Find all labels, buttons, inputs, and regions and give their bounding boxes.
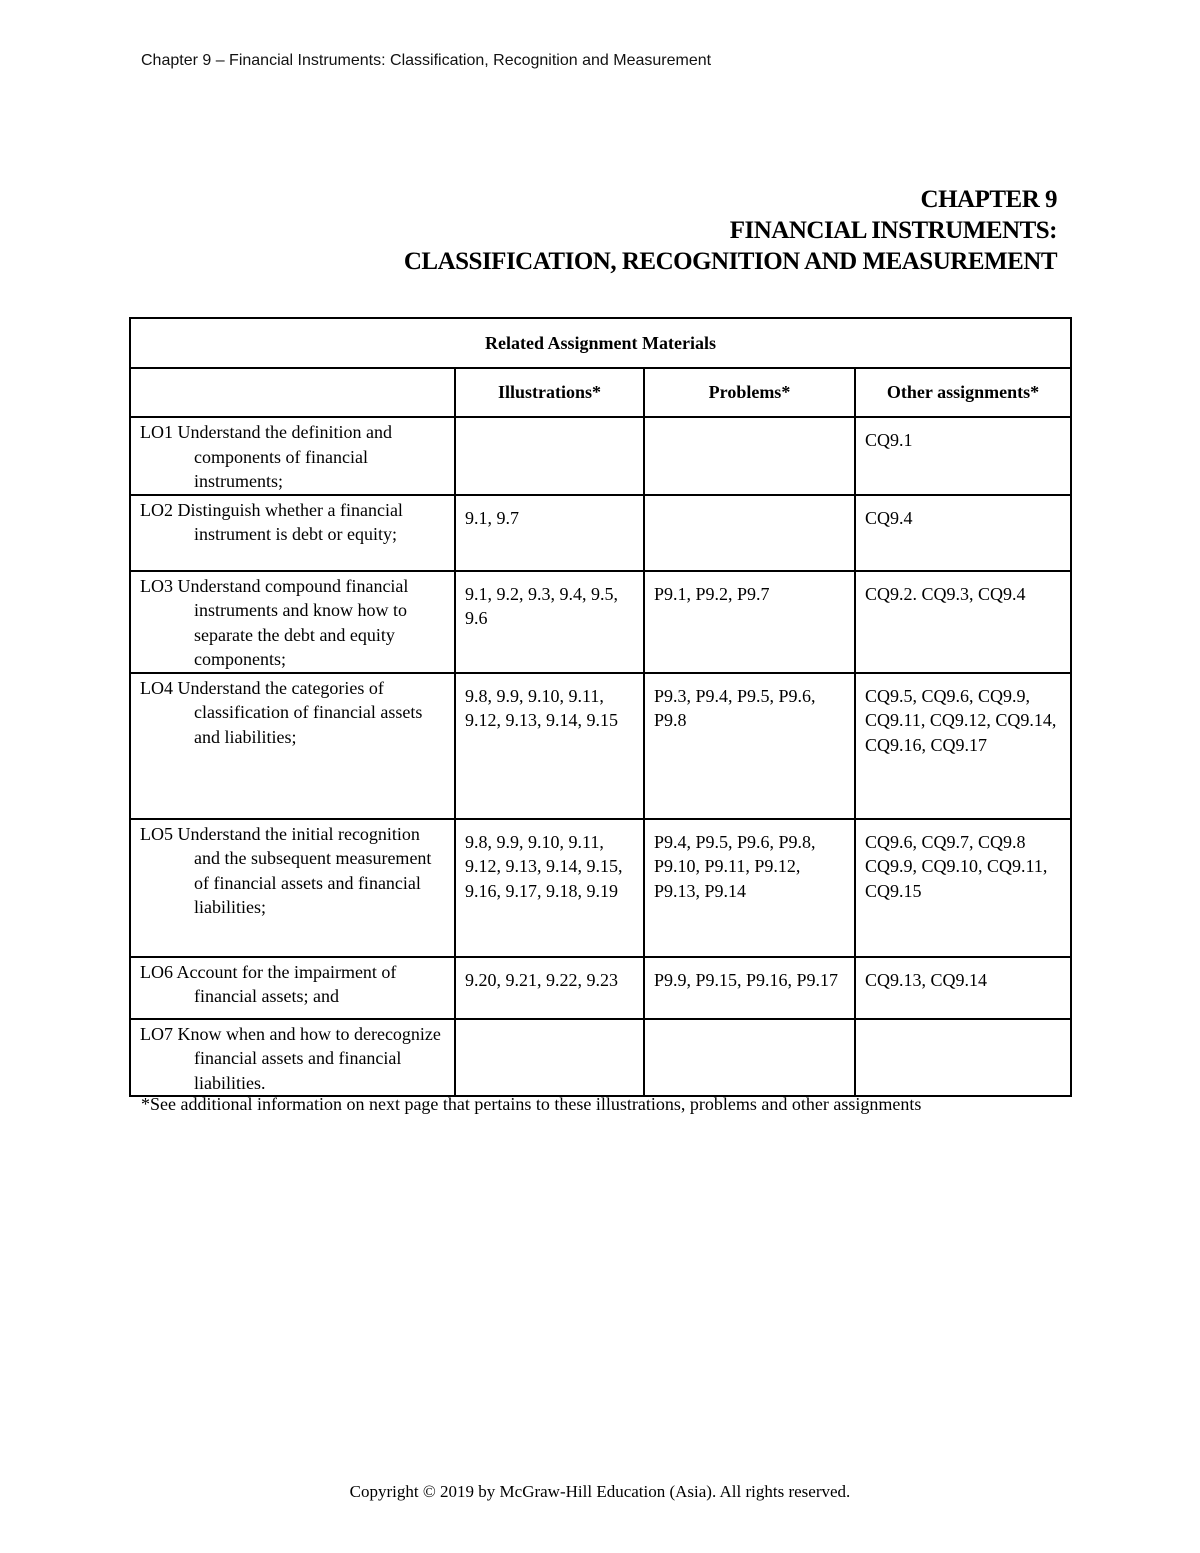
problems-cell: P9.4, P9.5, P9.6, P9.8, P9.10, P9.11, P9.12, P9.13, P9.14 bbox=[644, 819, 855, 957]
learning-objective-cell bbox=[130, 1019, 455, 1097]
problems-cell: P9.9, P9.15, P9.16, P9.17 bbox=[644, 957, 855, 1019]
table-row bbox=[130, 417, 1071, 495]
column-header-other-assignments: Other assignments* bbox=[855, 368, 1071, 417]
learning-objective-cell bbox=[130, 957, 455, 1019]
column-header-illustrations: Illustrations* bbox=[455, 368, 644, 417]
learning-objective-cell bbox=[130, 673, 455, 819]
problems-cell bbox=[644, 417, 855, 495]
illustrations-cell: 9.20, 9.21, 9.22, 9.23 bbox=[455, 957, 644, 1019]
learning-objective-text: LO3 Understand compound financial instruments and know how to separate the debt and equity components; bbox=[140, 575, 409, 669]
illustrations-cell: 9.8, 9.9, 9.10, 9.11, 9.12, 9.13, 9.14, 9.15 bbox=[455, 673, 644, 819]
learning-objective-text: LO6 Account for the impairment of financial assets; and bbox=[140, 961, 397, 1006]
copyright-notice: Copyright © 2019 by McGraw-Hill Education (Asia). All rights reserved. bbox=[349, 1482, 851, 1501]
chapter-title-block bbox=[404, 184, 1057, 277]
running-header: Chapter 9 – Financial Instruments: Classification, Recognition and Measurement bbox=[141, 52, 712, 69]
problems-cell bbox=[644, 1019, 855, 1097]
illustrations-cell: 9.1, 9.7 bbox=[455, 495, 644, 571]
problems-cell bbox=[644, 495, 855, 571]
learning-objective-text: LO1 Understand the definition and components of financial instruments; bbox=[140, 422, 392, 491]
table-caption: Related Assignment Materials bbox=[130, 318, 1071, 368]
learning-objective-cell bbox=[130, 495, 455, 571]
chapter-number: CHAPTER 9 bbox=[920, 186, 1057, 213]
table-row bbox=[130, 673, 1071, 819]
learning-objective-text: LO5 Understand the initial recognition and the subsequent measurement of financial assets and financial liabilities; bbox=[140, 823, 432, 917]
table-row bbox=[130, 571, 1071, 673]
illustrations-cell bbox=[455, 417, 644, 495]
learning-objective-cell bbox=[130, 571, 455, 673]
column-header-problems: Problems* bbox=[644, 368, 855, 417]
column-header-row bbox=[130, 368, 1071, 417]
learning-objective-cell bbox=[130, 819, 455, 957]
table-row bbox=[130, 957, 1071, 1019]
table-footnote: *See additional information on next page that pertains to these illustrations, problems and other assignments bbox=[141, 1094, 922, 1114]
table-row bbox=[130, 819, 1071, 957]
illustrations-cell: 9.1, 9.2, 9.3, 9.4, 9.5, 9.6 bbox=[455, 571, 644, 673]
chapter-title-line-1: FINANCIAL INSTRUMENTS: bbox=[729, 217, 1057, 244]
learning-objective-text: LO4 Understand the categories of classification of financial assets and liabilities; bbox=[140, 677, 423, 747]
other-assignments-cell: CQ9.4 bbox=[855, 495, 1071, 571]
related-assignment-materials-table bbox=[129, 317, 1072, 1097]
illustrations-cell: 9.8, 9.9, 9.10, 9.11, 9.12, 9.13, 9.14, 9.15, 9.16, 9.17, 9.18, 9.19 bbox=[455, 819, 644, 957]
table-row bbox=[130, 1019, 1071, 1097]
learning-objective-text: LO7 Know when and how to derecognize financial assets and financial liabilities. bbox=[140, 1023, 441, 1093]
column-header-objective bbox=[130, 368, 455, 417]
other-assignments-cell bbox=[855, 1019, 1071, 1097]
learning-objective-cell bbox=[130, 417, 455, 495]
table-row bbox=[130, 495, 1071, 571]
other-assignments-cell: CQ9.5, CQ9.6, CQ9.9, CQ9.11, CQ9.12, CQ9.14, CQ9.16, CQ9.17 bbox=[855, 673, 1071, 819]
other-assignments-cell: CQ9.6, CQ9.7, CQ9.8 CQ9.9, CQ9.10, CQ9.11, CQ9.15 bbox=[855, 819, 1071, 957]
chapter-title-line-2: CLASSIFICATION, RECOGNITION AND MEASUREMENT bbox=[403, 248, 1057, 275]
other-assignments-cell: CQ9.2. CQ9.3, CQ9.4 bbox=[855, 571, 1071, 673]
illustrations-cell bbox=[455, 1019, 644, 1097]
problems-cell: P9.1, P9.2, P9.7 bbox=[644, 571, 855, 673]
learning-objective-text: LO2 Distinguish whether a financial instrument is debt or equity; bbox=[140, 499, 403, 544]
problems-cell: P9.3, P9.4, P9.5, P9.6, P9.8 bbox=[644, 673, 855, 819]
other-assignments-cell: CQ9.1 bbox=[855, 417, 1071, 495]
other-assignments-cell: CQ9.13, CQ9.14 bbox=[855, 957, 1071, 1019]
